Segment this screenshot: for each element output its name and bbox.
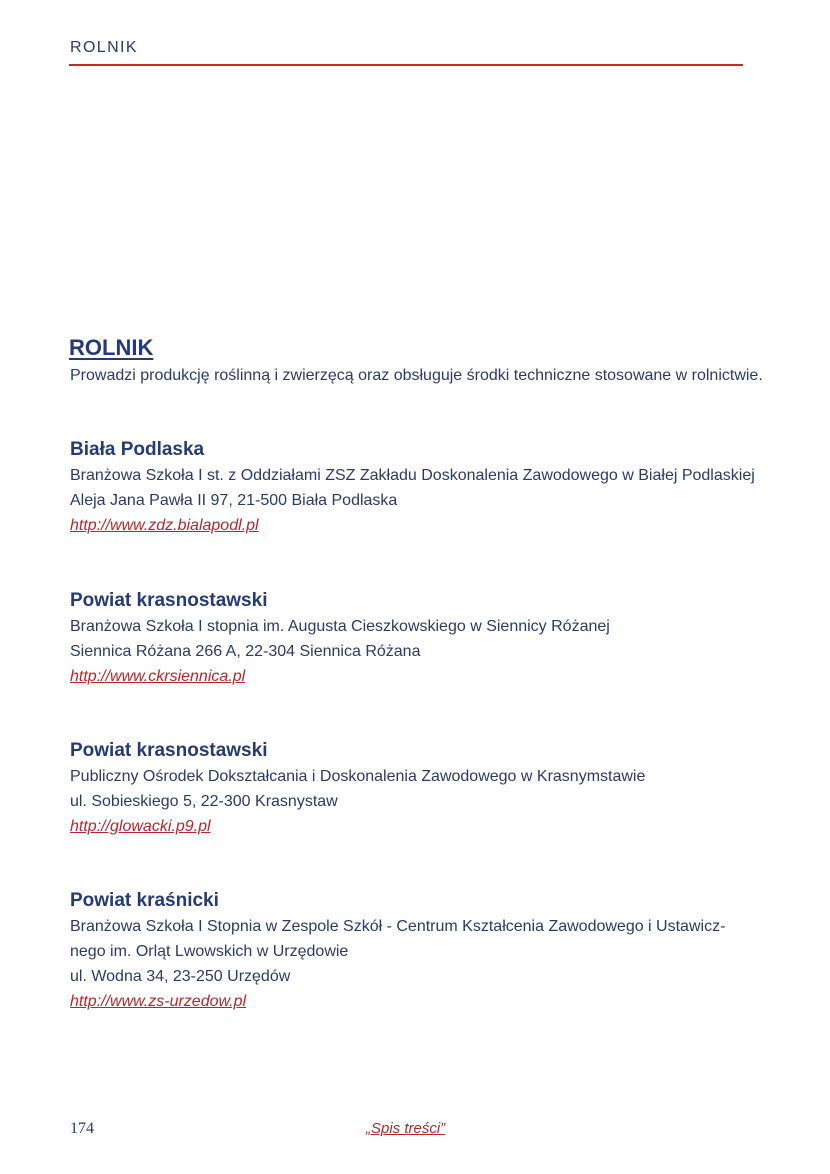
- entry-address: Siennica Różana 266 A, 22-304 Siennica Różana: [70, 643, 421, 660]
- entry-school-name: Branżowa Szkoła I Stopnia w Zespole Szkół - Centrum Kształcenia Zawodowego i Ustawicz-: [70, 918, 726, 935]
- running-header-title: ROLNIK: [70, 39, 138, 56]
- table-of-contents-link[interactable]: „Spis treści”: [366, 1120, 446, 1137]
- school-entry: [70, 888, 770, 1014]
- section-description: Prowadzi produkcję roślinną i zwierzęcą oraz obsługuje środki techniczne stosowane w rolnictwie.: [70, 367, 763, 384]
- entry-website-link[interactable]: http://www.ckrsiennica.pl: [70, 668, 246, 685]
- entry-school-name: Branżowa Szkoła I stopnia im. Augusta Cieszkowskiego w Siennicy Różanej: [70, 618, 610, 635]
- entry-region: Powiat kraśnicki: [70, 890, 219, 911]
- entry-region: Biała Podlaska: [70, 439, 205, 460]
- school-entry: [70, 588, 770, 689]
- entry-school-name: Publiczny Ośrodek Dokształcania i Doskonalenia Zawodowego w Krasnymstawie: [70, 768, 646, 785]
- entry-website-link[interactable]: http://www.zs-urzedow.pl: [70, 993, 247, 1010]
- page-number: 174: [70, 1120, 94, 1137]
- entry-region: Powiat krasnostawski: [70, 590, 268, 611]
- entry-website-link[interactable]: http://www.zdz.bialapodl.pl: [70, 517, 259, 534]
- entry-address: ul. Wodna 34, 23-250 Urzędów: [70, 968, 291, 985]
- header-divider: [69, 64, 743, 66]
- entry-school-name-continued: nego im. Orląt Lwowskich w Urzędowie: [70, 943, 349, 960]
- school-entry: [70, 437, 770, 538]
- entry-school-name: Branżowa Szkoła I st. z Oddziałami ZSZ Zakładu Doskonalenia Zawodowego w Białej Podlaskiej: [70, 467, 755, 484]
- entry-region: Powiat krasnostawski: [70, 740, 268, 761]
- entry-address: Aleja Jana Pawła II 97, 21-500 Biała Podlaska: [70, 492, 398, 509]
- school-entry: [70, 738, 770, 839]
- entry-website-link[interactable]: http://glowacki.p9.pl: [70, 818, 211, 835]
- entry-address: ul. Sobieskiego 5, 22-300 Krasnystaw: [70, 793, 338, 810]
- section-title: ROLNIK: [69, 335, 154, 360]
